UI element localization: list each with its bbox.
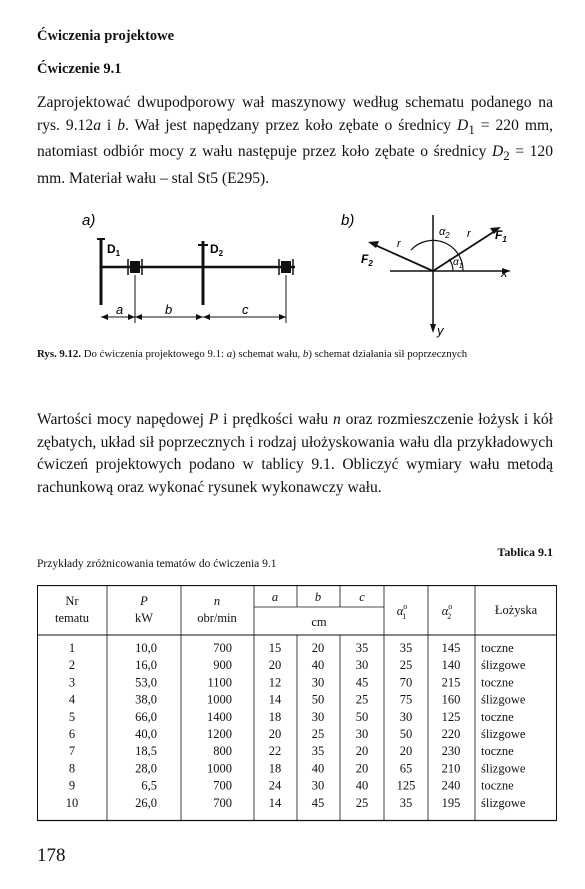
text-run: ) schemat działania sił poprzecznych [308,348,468,360]
cell-alpha2: 240 [441,778,461,793]
cell-power: 18,5 [135,744,157,759]
text-run: i prędkości wału [218,411,334,428]
cell-alpha2: 230 [441,744,461,759]
table-row [69,779,514,793]
text-run: a [226,348,233,360]
exercise-title: Ćwiczenie 9.1 [37,61,122,77]
text-run: a [93,116,101,134]
cell-b: 30 [311,778,325,793]
cell-nr: 5 [68,709,76,724]
cell-nr: 9 [68,778,76,793]
cell-a: 20 [268,727,282,741]
cell-bearing: toczne [481,778,514,793]
cell-speed: 1100 [207,675,232,690]
text-run: Zaprojektować dwupodporowy wał maszynowy według schematu podanego na rys. 9.12 [37,94,553,134]
f1-label: $F_1$ [495,228,507,244]
header-kw: kW [134,611,154,625]
text-run: Do ćwiczenia projektowego 9.1: [81,348,227,360]
cell-alpha1: 70 [399,675,413,690]
cell-alpha1: 35 [399,795,413,810]
cell-alpha1: 25 [399,658,413,673]
instructions-paragraph [37,409,553,499]
cell-power: 53,0 [135,675,157,690]
alpha1-label: $\alpha_1$ [453,257,463,270]
header-tematu: tematu [54,611,90,625]
cell-speed: 700 [213,641,232,655]
f2-label: $F_2$ [361,252,373,268]
cell-speed: 900 [213,658,232,673]
cell-nr: 6 [68,727,76,741]
bearing-left [130,261,140,273]
cell-b: 20 [311,641,325,655]
text-run: ) schemat wału, [232,348,303,360]
cell-alpha2: 210 [441,761,461,776]
header-cm: cm [311,615,327,629]
cell-bearing: ślizgowe [481,658,526,673]
cell-alpha2: 220 [441,727,461,741]
header-n: n [213,594,221,608]
cell-speed: 1000 [207,692,232,707]
cell-alpha2: 160 [441,692,461,707]
dim-b-label: b [165,302,173,317]
cell-a: 22 [268,744,282,759]
cell-b: 30 [311,709,325,724]
bearing-right [281,261,291,273]
table-title: Przykłady zróżnicowania tematów do ćwiczenia 9.1 [37,558,277,570]
projects-table [37,585,557,825]
text-run: 2 [503,148,510,164]
force-scheme-figure [335,205,525,340]
dim-c-label: c [242,302,249,317]
cell-a: 14 [268,795,282,810]
cell-nr: 4 [68,692,76,707]
cell-b: 40 [311,761,325,776]
cell-c: 30 [355,658,369,673]
cell-speed: 700 [213,778,232,793]
cell-a: 15 [268,641,282,655]
cell-a: 24 [268,778,282,793]
cell-alpha2: 215 [441,675,461,690]
cell-a: 14 [268,692,282,707]
header-c: c [359,590,365,604]
cell-b: 25 [311,727,325,741]
header-p: P [140,594,148,608]
text-run: P [208,411,219,428]
cell-alpha2: 145 [441,641,461,655]
text-run: Wartości mocy napędowej [37,411,209,428]
cell-nr: 3 [68,675,76,690]
section-title: Ćwiczenia projektowe [37,28,175,44]
figure-caption [37,347,557,362]
shaft-scheme-figure [70,205,310,335]
cell-alpha2: 195 [441,795,461,810]
cell-alpha1: 30 [399,709,413,724]
cell-c: 35 [355,641,369,655]
cell-power: 10,0 [135,641,157,655]
table-row [69,710,514,724]
cell-c: 45 [355,675,369,690]
cell-speed: 1400 [207,709,232,724]
cell-b: 40 [311,658,325,673]
y-label: y [437,323,444,338]
cell-alpha1: 125 [396,778,416,793]
cell-bearing: ślizgowe [481,795,526,810]
cell-power: 38,0 [135,692,157,707]
figure-a-label: a) [82,212,96,229]
cell-a: 12 [268,675,282,690]
cell-bearing: toczne [481,744,514,759]
cell-alpha1: 35 [399,641,413,655]
text-run: = 220 mm, natomiast odbiór mocy z wału następuje przez koło zębate o średnicy [37,116,553,161]
cell-bearing: toczne [481,709,514,724]
cell-c: 25 [355,692,369,707]
cell-power: 16,0 [135,658,157,673]
cell-b: 50 [311,692,325,707]
header-obr-min: obr/min [197,611,237,625]
cell-speed: 800 [213,744,232,759]
cell-speed: 1000 [207,761,232,776]
table-number: Tablica 9.1 [497,545,553,559]
cell-power: 28,0 [135,761,157,776]
page-number: 178 [37,845,66,866]
text-run: D [491,143,504,161]
cell-alpha1: 75 [399,692,413,707]
header-alpha1: $\alpha^o$ 1 [396,602,408,621]
d2-label: $D_2$ [210,242,224,258]
cell-alpha1: 65 [399,761,413,776]
text-run: oraz rozmieszczenie łożysk i kół zębatych, układ sił poprzecznych i rodzaj ułożyskowania wału dla przykładowych ćwiczeń projektowych podano w tablicy 9.1. Obliczyć wymiary wału metodą rachunkową oraz wykonać rysunek wykonawczy wału. [37,411,553,496]
text-run: D [457,116,469,134]
table-row [66,796,526,810]
alpha2-label: $\alpha_2$ [439,226,450,240]
cell-alpha1: 20 [399,744,413,759]
cell-a: 18 [268,709,282,724]
cell-alpha2: 140 [441,658,461,673]
text-run: . Wał jest napędzany przez koło zębate o średnicy [125,116,458,134]
cell-bearing: ślizgowe [481,727,526,741]
header-nr: Nr [65,594,79,608]
cell-nr: 10 [65,795,79,810]
force-f2 [375,245,433,271]
r1-label: r [467,228,471,240]
exercise-description [37,92,553,190]
cell-b: 35 [311,744,325,759]
cell-nr: 8 [68,761,76,776]
header-bearing: Łożyska [494,603,538,617]
cell-a: 20 [268,658,282,673]
table-body [66,641,526,810]
dim-a-label: a [116,302,124,317]
cell-alpha2: 125 [441,709,461,724]
table-row [69,641,514,655]
cell-bearing: ślizgowe [481,692,526,707]
cell-bearing: toczne [481,641,514,655]
header-b: b [314,590,322,604]
cell-nr: 1 [68,641,76,655]
cell-bearing: toczne [481,675,514,690]
cell-a: 18 [268,761,282,776]
cell-b: 45 [311,795,325,810]
cell-c: 25 [355,795,369,810]
header-alpha2: $\alpha^o$ 2 [441,602,453,621]
cell-alpha1: 50 [399,727,413,741]
cell-power: 6,5 [141,778,157,793]
cell-c: 40 [355,778,369,793]
cell-speed: 1200 [207,727,232,741]
text-run: b [117,116,125,134]
cell-c: 30 [355,727,369,741]
cell-nr: 2 [68,658,76,673]
text-run: 1 [468,121,475,137]
table-grid [37,585,557,821]
cell-speed: 700 [213,795,232,810]
header-a: a [271,590,279,604]
text-run: = 120 mm. Materiał wału – stal St5 (E295). [37,143,553,187]
table-row [69,675,514,689]
table-row [69,744,514,758]
cell-power: 40,0 [135,727,157,741]
cell-b: 30 [311,675,325,690]
cell-nr: 7 [68,744,76,759]
text-run: b [302,348,309,360]
cell-c: 20 [355,744,369,759]
caption-label: Rys. 9.12. [37,348,82,360]
cell-c: 20 [355,761,369,776]
cell-bearing: ślizgowe [481,761,526,776]
text-run: n [333,411,341,428]
d1-label: $D_1$ [107,242,121,258]
r2-label: r [397,238,401,250]
cell-power: 26,0 [135,795,157,810]
x-label: x [501,265,508,280]
text-run: i [100,116,118,134]
figure-b-label: b) [341,212,355,229]
cell-c: 50 [355,709,369,724]
cell-power: 66,0 [135,709,157,724]
